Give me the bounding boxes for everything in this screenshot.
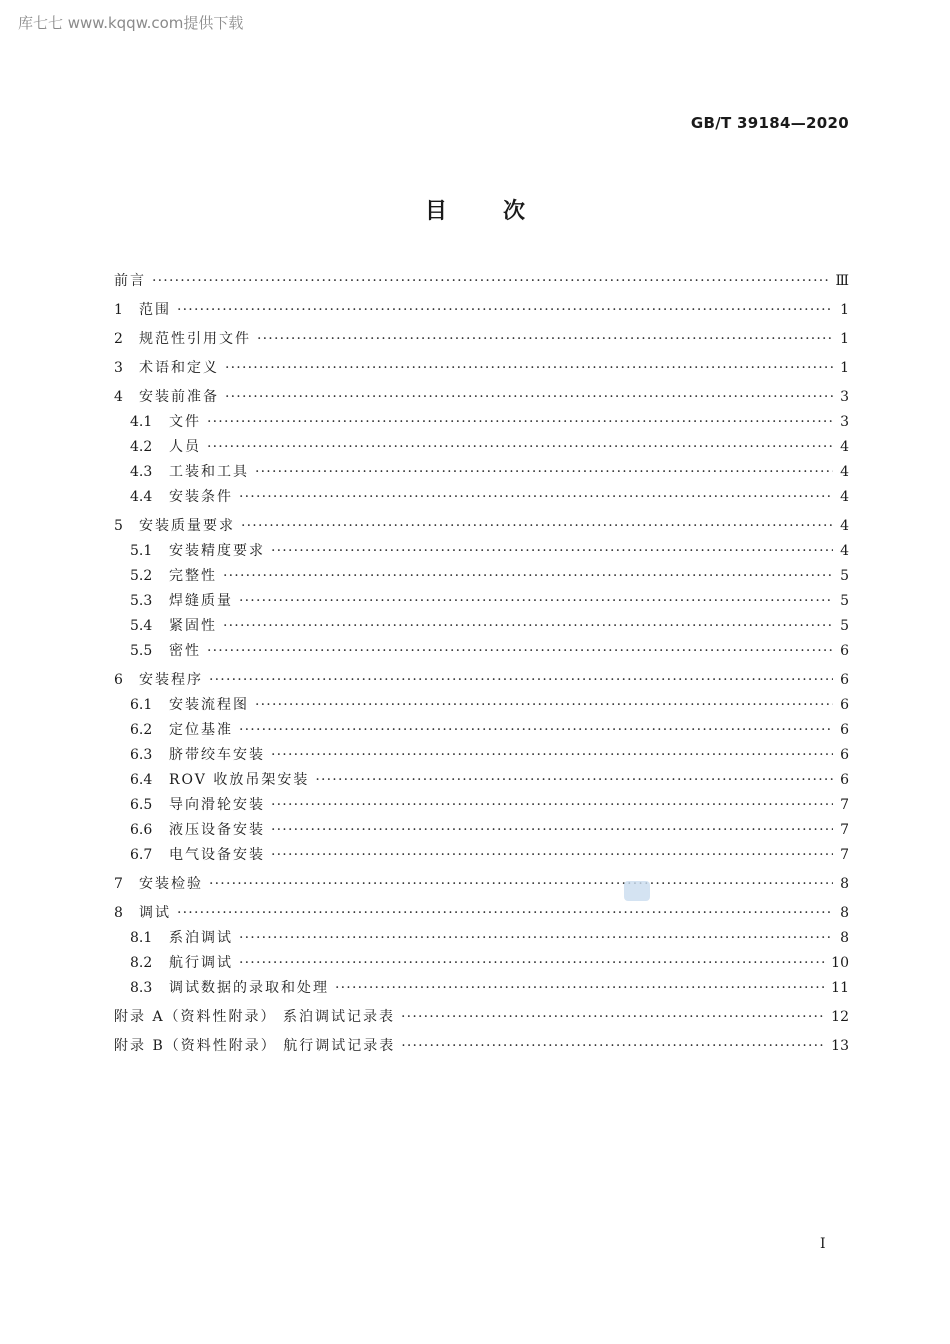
toc-leader-dots bbox=[177, 905, 833, 921]
toc-leader-dots bbox=[401, 1009, 825, 1025]
toc-leader-dots bbox=[335, 980, 825, 996]
toc-entry-label: 安装质量要求 bbox=[139, 518, 235, 534]
toc-leader-dots bbox=[271, 847, 833, 863]
toc-leader-dots bbox=[401, 1038, 825, 1054]
toc-entry[interactable] bbox=[114, 411, 849, 436]
toc-entry-label: 安装精度要求 bbox=[169, 543, 265, 559]
toc-entry-number: 3 bbox=[114, 360, 123, 376]
toc-entry-label: 安装前准备 bbox=[139, 389, 219, 405]
toc-entry[interactable] bbox=[114, 590, 849, 615]
toc-entry-page: 1 bbox=[840, 302, 849, 318]
stamp-logo bbox=[624, 881, 650, 901]
toc-leader-dots bbox=[207, 439, 833, 455]
toc-entry[interactable] bbox=[114, 386, 849, 411]
toc-entry[interactable] bbox=[114, 615, 849, 640]
toc-entry[interactable] bbox=[114, 769, 849, 794]
toc-leader-dots bbox=[223, 568, 833, 584]
toc-entry[interactable] bbox=[114, 1035, 849, 1060]
toc-entry[interactable] bbox=[114, 436, 849, 461]
toc-entry-label: 系泊调试 bbox=[169, 930, 233, 946]
toc-entry-page: 6 bbox=[840, 643, 849, 659]
toc-entry[interactable] bbox=[114, 486, 849, 511]
toc-entry-number: 6.6 bbox=[130, 822, 153, 838]
title-char-1: 目 bbox=[424, 199, 447, 224]
toc-entry-number: 6.2 bbox=[130, 722, 153, 738]
toc-leader-dots bbox=[207, 414, 833, 430]
toc-entry-label: 定位基准 bbox=[169, 722, 233, 738]
toc-entry-number: 4.4 bbox=[130, 489, 153, 505]
toc-entry-number: 4.2 bbox=[130, 439, 153, 455]
toc-entry-number: 2 bbox=[114, 331, 123, 347]
toc-entry-page: 8 bbox=[840, 905, 849, 921]
toc-entry-label: ROV 收放吊架安装 bbox=[169, 772, 310, 788]
toc-entry-page: 3 bbox=[840, 389, 849, 405]
toc-entry[interactable] bbox=[114, 819, 849, 844]
toc-leader-dots bbox=[152, 273, 829, 289]
toc-leader-dots bbox=[239, 593, 833, 609]
toc-entry[interactable] bbox=[114, 719, 849, 744]
toc-entry-number: 8.1 bbox=[130, 930, 153, 946]
toc-entry[interactable] bbox=[114, 744, 849, 769]
toc-leader-dots bbox=[225, 389, 833, 405]
toc-leader-dots bbox=[255, 697, 833, 713]
toc-entry-page: 6 bbox=[840, 672, 849, 688]
title-char-2: 次 bbox=[503, 199, 526, 224]
standard-code: GB/T 39184—2020 bbox=[690, 114, 849, 132]
toc-entry[interactable] bbox=[114, 515, 849, 540]
toc-entry-label: 脐带绞车安装 bbox=[169, 747, 265, 763]
page-number: I bbox=[820, 1236, 826, 1252]
toc-entry-page: 7 bbox=[840, 797, 849, 813]
toc-entry-page: 3 bbox=[840, 414, 849, 430]
toc-entry-label: 紧固性 bbox=[169, 618, 217, 634]
toc-leader-dots bbox=[209, 876, 833, 892]
toc-leader-dots bbox=[241, 518, 833, 534]
toc-entry-number: 8 bbox=[114, 905, 123, 921]
toc-leader-dots bbox=[225, 360, 833, 376]
toc-entry-page: 4 bbox=[840, 543, 849, 559]
toc-entry-page: 6 bbox=[840, 697, 849, 713]
toc-entry[interactable] bbox=[114, 794, 849, 819]
toc-entry[interactable] bbox=[114, 270, 849, 295]
toc-leader-dots bbox=[239, 489, 833, 505]
toc-entry[interactable] bbox=[114, 540, 849, 565]
toc-entry-label: 调试数据的录取和处理 bbox=[169, 980, 329, 996]
toc-leader-dots bbox=[315, 772, 833, 788]
toc-entry-page: 5 bbox=[840, 568, 849, 584]
toc-entry-page: 6 bbox=[840, 722, 849, 738]
toc-entry-number: 5.3 bbox=[130, 593, 153, 609]
toc-entry-number: 6.7 bbox=[130, 847, 153, 863]
toc-entry-label: 液压设备安装 bbox=[169, 822, 265, 838]
toc-entry[interactable] bbox=[114, 565, 849, 590]
toc-entry-number: 4.1 bbox=[130, 414, 153, 430]
toc-entry[interactable] bbox=[114, 1006, 849, 1031]
toc-entry[interactable] bbox=[114, 299, 849, 324]
toc-entry[interactable] bbox=[114, 844, 849, 869]
toc-entry-page: 12 bbox=[831, 1009, 849, 1025]
toc-leader-dots bbox=[177, 302, 833, 318]
toc-entry-number: 1 bbox=[114, 302, 123, 318]
toc-entry-page: 7 bbox=[840, 847, 849, 863]
toc-leader-dots bbox=[271, 543, 833, 559]
toc-entry-page: 6 bbox=[840, 772, 849, 788]
toc-entry-page: 8 bbox=[840, 930, 849, 946]
toc-entry[interactable] bbox=[114, 902, 849, 927]
toc-entry-label: 调试 bbox=[139, 905, 171, 921]
table-of-contents bbox=[114, 270, 849, 1060]
toc-leader-dots bbox=[255, 464, 833, 480]
toc-entry-number: 8.3 bbox=[130, 980, 153, 996]
toc-entry-page: Ⅲ bbox=[835, 273, 849, 289]
toc-entry-page: 10 bbox=[831, 955, 849, 971]
toc-leader-dots bbox=[207, 643, 833, 659]
toc-entry[interactable] bbox=[114, 873, 849, 898]
toc-entry-page: 8 bbox=[840, 876, 849, 892]
toc-entry-label: 导向滑轮安装 bbox=[169, 797, 265, 813]
toc-entry[interactable] bbox=[114, 977, 849, 1002]
toc-leader-dots bbox=[271, 822, 833, 838]
toc-entry-number: 6.3 bbox=[130, 747, 153, 763]
toc-entry-page: 5 bbox=[840, 593, 849, 609]
toc-entry-page: 4 bbox=[840, 518, 849, 534]
toc-entry[interactable] bbox=[114, 357, 849, 382]
toc-entry[interactable] bbox=[114, 927, 849, 952]
toc-entry-number: 5 bbox=[114, 518, 123, 534]
toc-entry-label: 航行调试 bbox=[169, 955, 233, 971]
toc-entry-page: 4 bbox=[840, 464, 849, 480]
toc-entry[interactable] bbox=[114, 328, 849, 353]
toc-entry-page: 13 bbox=[831, 1038, 849, 1054]
toc-entry-page: 4 bbox=[840, 489, 849, 505]
toc-entry[interactable] bbox=[114, 952, 849, 977]
toc-leader-dots bbox=[239, 930, 833, 946]
toc-entry-number: 8.2 bbox=[130, 955, 153, 971]
toc-leader-dots bbox=[271, 797, 833, 813]
toc-entry-number: 5.2 bbox=[130, 568, 153, 584]
toc-entry-label: 规范性引用文件 bbox=[139, 331, 251, 347]
toc-entry-label: 安装程序 bbox=[139, 672, 203, 688]
toc-entry[interactable] bbox=[114, 640, 849, 665]
toc-leader-dots bbox=[209, 672, 833, 688]
toc-entry-number: 5.5 bbox=[130, 643, 153, 659]
toc-entry-label: 安装流程图 bbox=[169, 697, 249, 713]
toc-entry-number: 6.5 bbox=[130, 797, 153, 813]
toc-leader-dots bbox=[257, 331, 833, 347]
toc-entry-label: 文件 bbox=[169, 414, 201, 430]
toc-entry-number: 5.1 bbox=[130, 543, 153, 559]
toc-entry-page: 4 bbox=[840, 439, 849, 455]
toc-entry-page: 11 bbox=[831, 980, 849, 996]
toc-entry-label: 范围 bbox=[139, 302, 171, 318]
toc-entry-page: 1 bbox=[840, 360, 849, 376]
toc-entry-number: 6.4 bbox=[130, 772, 153, 788]
toc-entry-page: 5 bbox=[840, 618, 849, 634]
page-title bbox=[0, 194, 950, 225]
toc-leader-dots bbox=[223, 618, 833, 634]
toc-entry-number: 7 bbox=[114, 876, 123, 892]
toc-entry-number: 5.4 bbox=[130, 618, 153, 634]
toc-entry-label: 焊缝质量 bbox=[169, 593, 233, 609]
toc-entry-number: 6 bbox=[114, 672, 123, 688]
toc-leader-dots bbox=[239, 955, 825, 971]
toc-entry[interactable] bbox=[114, 669, 849, 694]
toc-entry-number: 6.1 bbox=[130, 697, 153, 713]
toc-leader-dots bbox=[271, 747, 833, 763]
toc-entry-label: 人员 bbox=[169, 439, 201, 455]
toc-entry-label: 完整性 bbox=[169, 568, 217, 584]
toc-entry-label: 密性 bbox=[169, 643, 201, 659]
toc-entry-label: 工装和工具 bbox=[169, 464, 249, 480]
toc-entry-label: 附录 B（资料性附录） 航行调试记录表 bbox=[114, 1038, 396, 1054]
toc-entry-label: 附录 A（资料性附录） 系泊调试记录表 bbox=[114, 1009, 396, 1025]
toc-entry[interactable] bbox=[114, 461, 849, 486]
toc-entry-number: 4.3 bbox=[130, 464, 153, 480]
toc-entry-page: 7 bbox=[840, 822, 849, 838]
toc-entry-label: 前言 bbox=[114, 273, 146, 289]
watermark-text: 库七七 www.kqqw.com提供下载 bbox=[18, 14, 244, 32]
toc-entry[interactable] bbox=[114, 694, 849, 719]
toc-entry-label: 术语和定义 bbox=[139, 360, 219, 376]
toc-entry-label: 电气设备安装 bbox=[169, 847, 265, 863]
toc-leader-dots bbox=[239, 722, 833, 738]
toc-entry-label: 安装条件 bbox=[169, 489, 233, 505]
toc-entry-label: 安装检验 bbox=[139, 876, 203, 892]
toc-entry-page: 1 bbox=[840, 331, 849, 347]
toc-entry-number: 4 bbox=[114, 389, 123, 405]
toc-entry-page: 6 bbox=[840, 747, 849, 763]
